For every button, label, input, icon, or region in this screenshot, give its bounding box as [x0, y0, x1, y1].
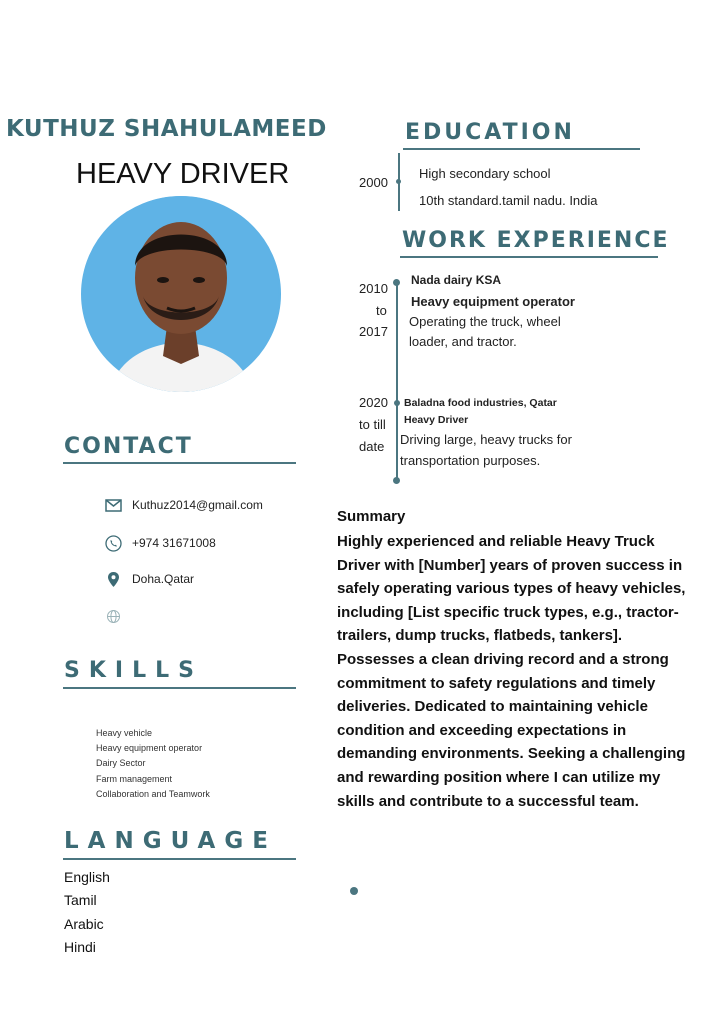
work-timeline	[396, 282, 398, 482]
job1-year-to: 2017	[359, 324, 388, 339]
summary-line: trailers, dump trucks, flatbeds, tankers].	[337, 627, 623, 645]
job2-role: Heavy Driver	[404, 414, 469, 426]
skill-item: Farm management	[96, 773, 173, 784]
job1-year-from: 2010	[359, 281, 388, 296]
mail-icon	[104, 496, 122, 514]
summary-heading: Summary	[337, 508, 406, 525]
summary-line: demanding environments. Seeking a challenging	[337, 745, 686, 763]
email-row	[104, 496, 263, 514]
job2-year-from: 2020	[359, 395, 388, 410]
job1-role: Heavy equipment operator	[411, 294, 575, 309]
phone-icon	[104, 534, 122, 552]
job1-desc-line1: Operating the truck, wheel	[409, 314, 561, 329]
skills-heading: SKILLS	[64, 658, 203, 683]
language-item: Tamil	[64, 892, 97, 909]
summary-line: condition and exceeding expectations in	[337, 721, 627, 739]
education-heading: EDUCATION	[405, 120, 575, 145]
globe-icon[interactable]	[104, 607, 122, 625]
language-list	[64, 866, 110, 959]
work-divider	[400, 256, 658, 258]
phone-number[interactable]: +974 31671008	[132, 536, 216, 550]
job1-year-sep: to	[376, 303, 387, 318]
summary-text	[337, 530, 717, 813]
email-link[interactable]: Kuthuz2014@gmail.com	[132, 498, 263, 512]
language-item: Arabic	[64, 915, 104, 932]
language-item: Hindi	[64, 938, 96, 955]
education-timeline-dot	[396, 179, 401, 184]
location-row	[104, 570, 194, 588]
job2-company: Baladna food industries, Qatar	[404, 397, 557, 409]
summary-line: skills and contribute to a successful team.	[337, 792, 639, 810]
work-timeline-dot-start	[393, 279, 400, 286]
work-heading: WORK EXPERIENCE	[402, 228, 670, 253]
job2-year-sep: to till	[359, 417, 386, 432]
summary-line: commitment to safety regulations and timely	[337, 674, 656, 692]
job2-desc-line1: Driving large, heavy trucks for	[400, 432, 572, 447]
education-divider	[403, 148, 640, 150]
summary-line: Highly experienced and reliable Heavy Truck	[337, 533, 655, 550]
skills-list	[96, 726, 210, 802]
skill-item: Heavy vehicle	[96, 728, 153, 738]
summary-line: and rewarding position where I can utilize my	[337, 768, 661, 786]
profile-photo	[81, 196, 281, 392]
job1-company: Nada dairy KSA	[411, 273, 502, 287]
contact-divider	[63, 462, 296, 464]
location-pin-icon	[104, 570, 122, 588]
language-heading: LANGUAGE	[64, 828, 277, 854]
job1-desc-line2: loader, and tractor.	[409, 334, 517, 349]
job-title: HEAVY DRIVER	[76, 158, 290, 190]
education-school: High secondary school	[419, 166, 551, 181]
work-timeline-dot-mid	[394, 400, 400, 406]
skills-divider	[63, 687, 296, 689]
skill-item: Collaboration and Teamwork	[96, 788, 210, 799]
summary-line: safely operating various types of heavy vehicles,	[337, 580, 686, 598]
location-text: Doha.Qatar	[132, 572, 195, 586]
phone-row	[104, 534, 216, 552]
summary-line: including [List specific truck types, e.g., tractor-	[337, 603, 679, 621]
decorative-dot	[350, 887, 358, 895]
language-divider	[63, 858, 296, 860]
summary-line: Possesses a clean driving record and a strong	[337, 650, 669, 668]
website-row	[104, 607, 132, 625]
language-item: English	[64, 869, 110, 885]
job2-year-to: date	[359, 439, 385, 454]
job2-desc-line2: transportation purposes.	[400, 453, 541, 468]
education-year: 2000	[359, 175, 388, 190]
candidate-name: KUTHUZ SHAHULAMEED	[6, 116, 327, 142]
skill-item: Dairy Sector	[96, 758, 146, 769]
skill-item: Heavy equipment operator	[96, 743, 203, 754]
summary-line: deliveries. Dedicated to maintaining vehicle	[337, 698, 648, 716]
contact-heading: CONTACT	[64, 434, 193, 459]
work-timeline-dot-end	[393, 477, 400, 484]
summary-line: Driver with [Number] years of proven success in	[337, 556, 683, 574]
education-detail: 10th standard.tamil nadu. India	[419, 193, 598, 208]
